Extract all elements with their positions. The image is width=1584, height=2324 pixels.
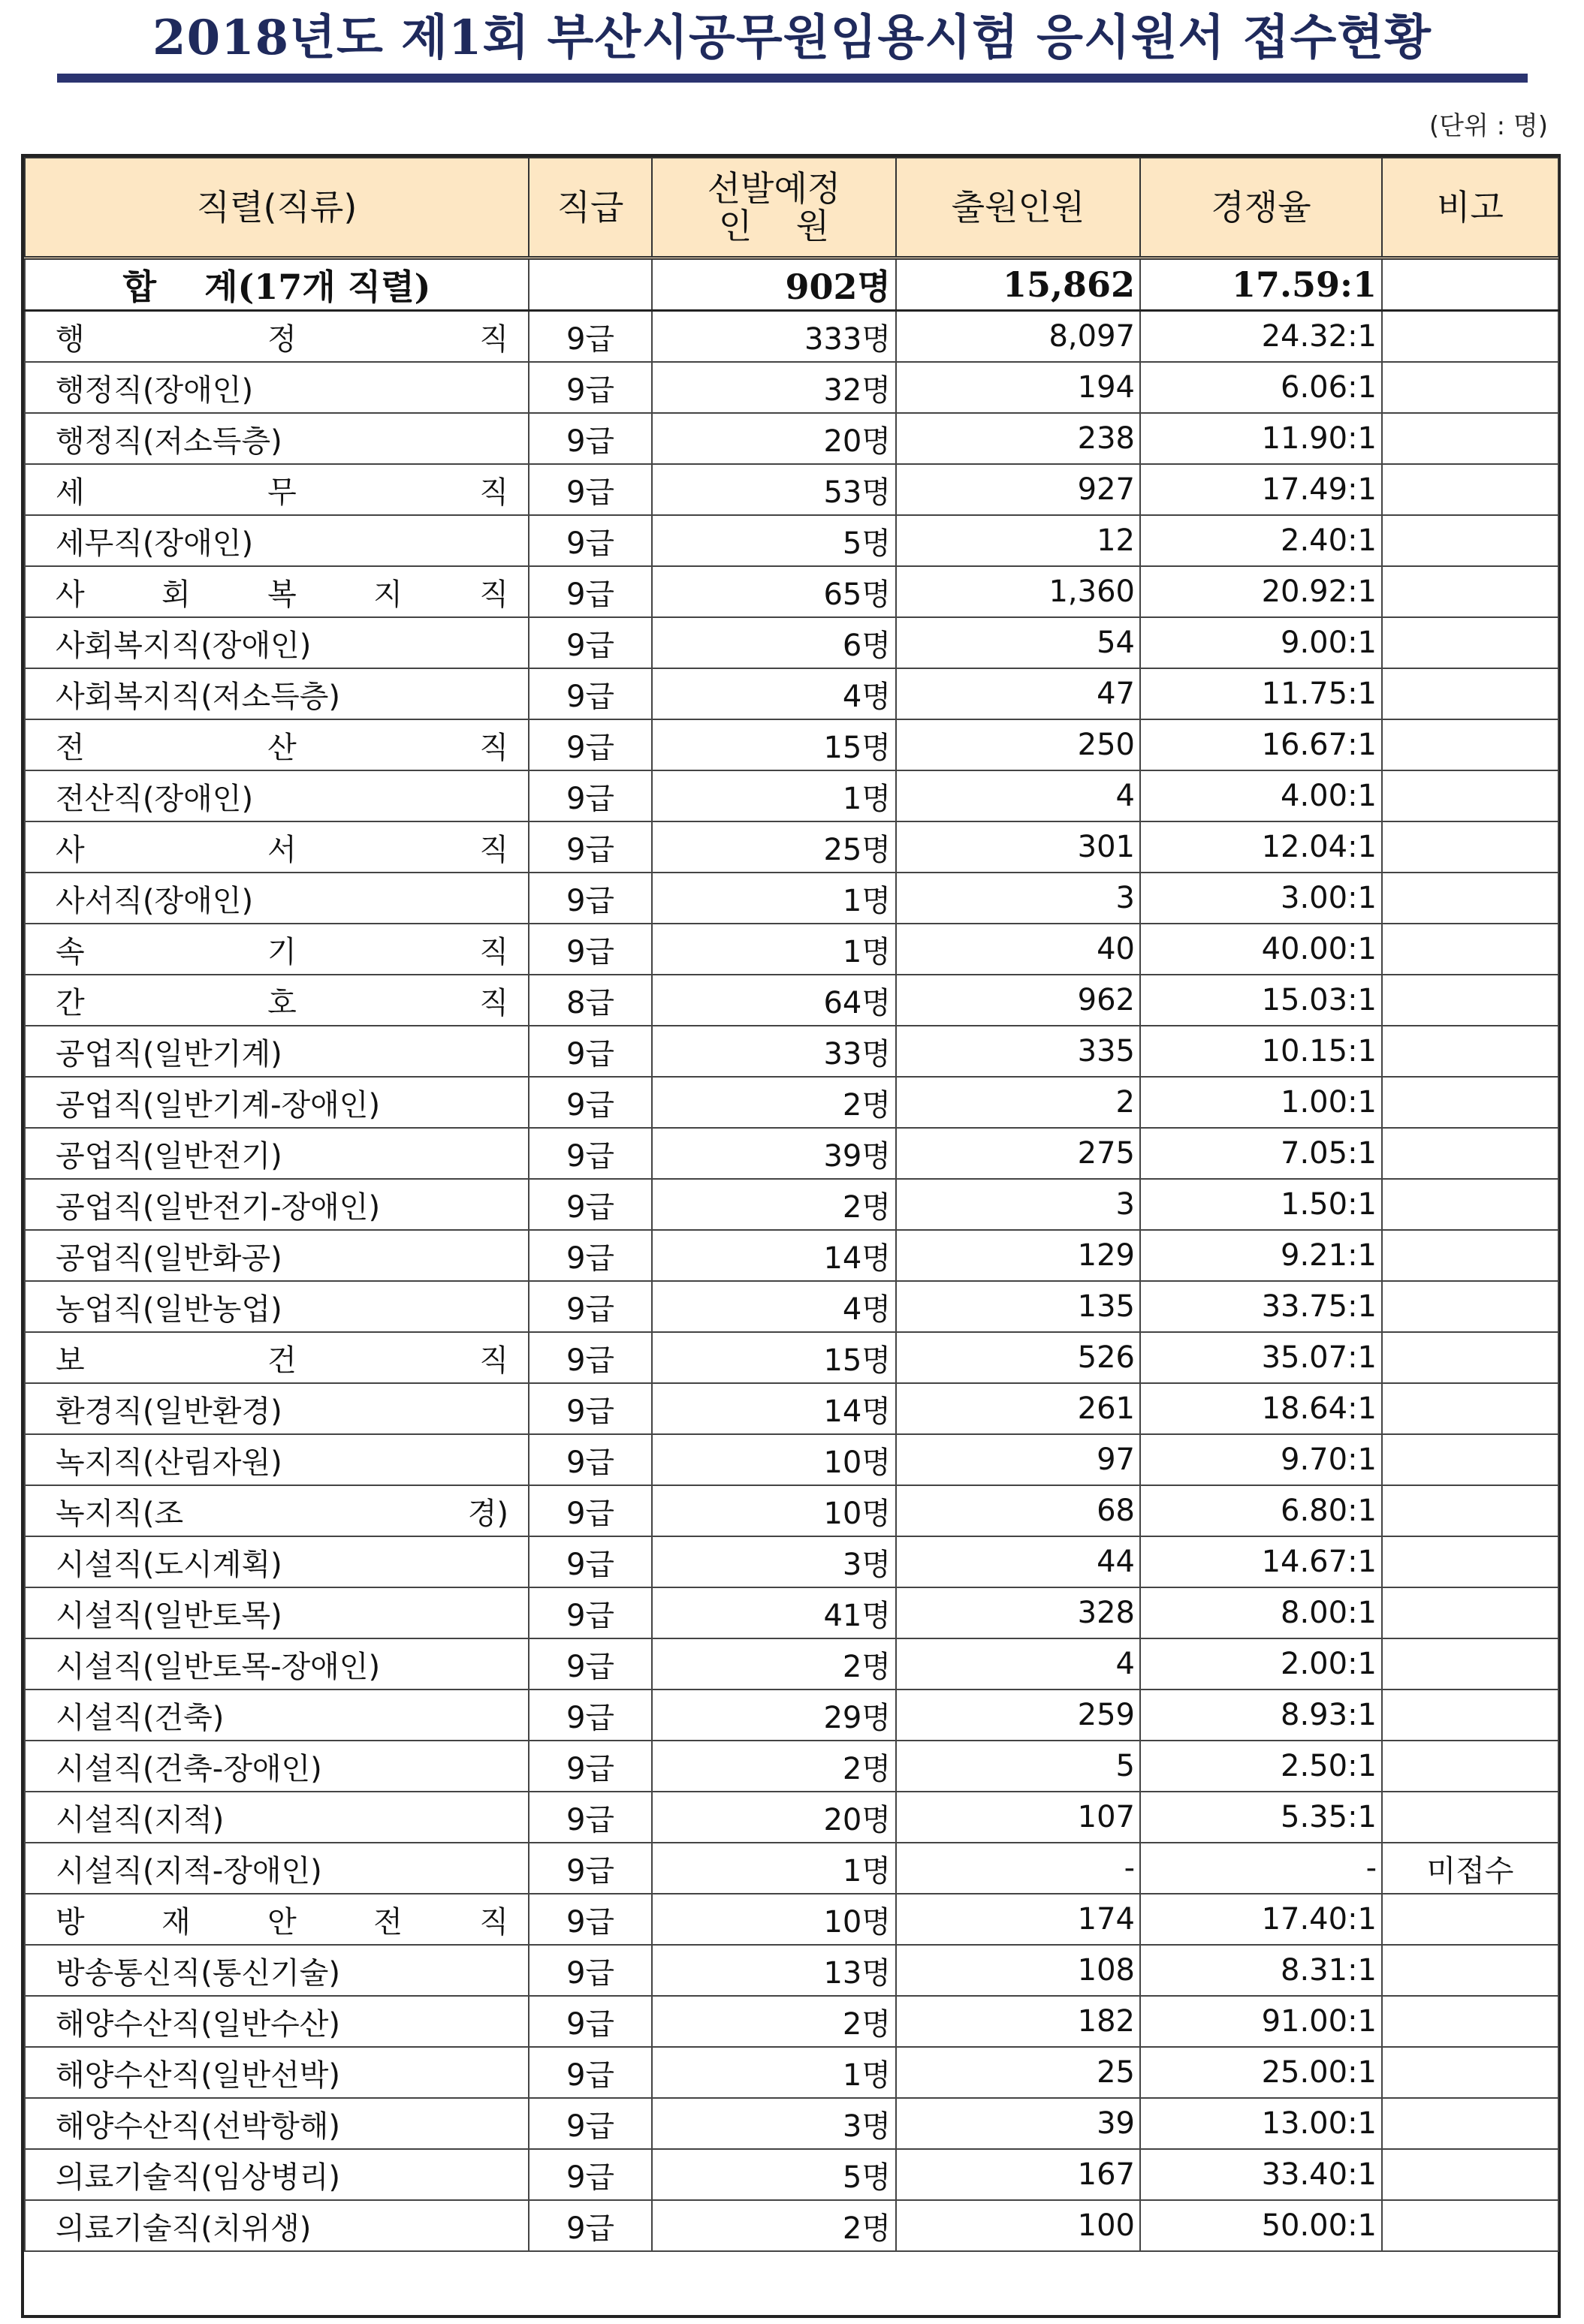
remarks-cell (1382, 924, 1558, 975)
applicants-cell: 39 (896, 2098, 1140, 2149)
header-planned-line1: 선발예정 (707, 168, 841, 209)
grade-cell: 8급 (529, 975, 652, 1026)
remarks-cell (1382, 1434, 1558, 1485)
applicants-cell: 174 (896, 1894, 1140, 1945)
applicants-cell: 135 (896, 1281, 1140, 1332)
job-cell: 세 무 직 (25, 464, 529, 515)
remarks-cell (1382, 413, 1558, 464)
unit-note: (단위 : 명) (1429, 111, 1548, 141)
applicants-cell: 3 (896, 873, 1140, 924)
table-row (25, 1587, 1558, 1638)
job-cell: 녹지직(산림자원) (25, 1434, 529, 1485)
job-cell: 해양수산직(일반선박) (25, 2047, 529, 2098)
planned-cell: 15명 (652, 719, 896, 770)
planned-cell: 2명 (652, 1179, 896, 1230)
grade-cell: 9급 (529, 1026, 652, 1077)
table-row (25, 1077, 1558, 1128)
ratio-cell: 33.40:1 (1140, 2149, 1382, 2200)
job-cell: 행 정 직 (25, 311, 529, 363)
remarks-cell (1382, 1587, 1558, 1638)
remarks-cell (1382, 1996, 1558, 2047)
remarks-cell (1382, 975, 1558, 1026)
job-cell: 사 서 직 (25, 821, 529, 873)
table-row (25, 464, 1558, 515)
planned-cell: 20명 (652, 1792, 896, 1843)
total-label: 합 계(17개 직렬) (25, 258, 529, 311)
planned-cell: 14명 (652, 1230, 896, 1281)
applicants-cell: 2 (896, 1077, 1140, 1128)
grade-cell: 9급 (529, 1536, 652, 1587)
applicants-cell: - (896, 1843, 1140, 1894)
planned-cell: 6명 (652, 617, 896, 668)
job-cell: 시설직(일반토목) (25, 1587, 529, 1638)
table-row (25, 617, 1558, 668)
grade-cell: 9급 (529, 362, 652, 413)
job-cell: 공업직(일반화공) (25, 1230, 529, 1281)
applicants-cell: 250 (896, 719, 1140, 770)
applicants-cell: 40 (896, 924, 1140, 975)
remarks-cell (1382, 1026, 1558, 1077)
ratio-cell: 25.00:1 (1140, 2047, 1382, 2098)
job-cell: 행정직(저소득층) (25, 413, 529, 464)
total-ratio: 17.59:1 (1140, 258, 1382, 311)
planned-cell: 2명 (652, 1077, 896, 1128)
table-row (25, 924, 1558, 975)
ratio-cell: 5.35:1 (1140, 1792, 1382, 1843)
grade-cell: 9급 (529, 1179, 652, 1230)
planned-cell: 20명 (652, 413, 896, 464)
remarks-cell: 미접수 (1382, 1843, 1558, 1894)
applicants-cell: 8,097 (896, 311, 1140, 363)
ratio-cell: 6.06:1 (1140, 362, 1382, 413)
job-cell: 공업직(일반전기) (25, 1128, 529, 1179)
table-row (25, 1434, 1558, 1485)
remarks-cell (1382, 873, 1558, 924)
grade-cell: 9급 (529, 1128, 652, 1179)
table-row (25, 1792, 1558, 1843)
remarks-cell (1382, 1230, 1558, 1281)
table-row (25, 413, 1558, 464)
grade-cell: 9급 (529, 770, 652, 821)
planned-cell: 1명 (652, 2047, 896, 2098)
grade-cell: 9급 (529, 668, 652, 719)
planned-cell: 2명 (652, 1741, 896, 1792)
grade-cell: 9급 (529, 1741, 652, 1792)
total-grade (529, 258, 652, 311)
ratio-cell: 13.00:1 (1140, 2098, 1382, 2149)
ratio-cell: 8.31:1 (1140, 1945, 1382, 1996)
applicants-cell: 5 (896, 1741, 1140, 1792)
grade-cell: 9급 (529, 873, 652, 924)
job-cell: 속 기 직 (25, 924, 529, 975)
table-row (25, 1230, 1558, 1281)
remarks-cell (1382, 2200, 1558, 2251)
planned-cell: 41명 (652, 1587, 896, 1638)
table-row (25, 1332, 1558, 1383)
remarks-cell (1382, 2047, 1558, 2098)
remarks-cell (1382, 464, 1558, 515)
grade-cell: 9급 (529, 1843, 652, 1894)
ratio-cell: 12.04:1 (1140, 821, 1382, 873)
header-job: 직렬(직류) (25, 158, 529, 258)
table-row (25, 362, 1558, 413)
planned-cell: 25명 (652, 821, 896, 873)
ratio-cell: 17.40:1 (1140, 1894, 1382, 1945)
planned-cell: 3명 (652, 2098, 896, 2149)
table-row (25, 1281, 1558, 1332)
job-cell: 농업직(일반농업) (25, 1281, 529, 1332)
table-row (25, 1689, 1558, 1741)
table-row (25, 311, 1558, 363)
job-cell: 시설직(건축) (25, 1689, 529, 1741)
grade-cell: 9급 (529, 413, 652, 464)
ratio-cell: 14.67:1 (1140, 1536, 1382, 1587)
applicants-cell: 1,360 (896, 566, 1140, 617)
job-cell: 해양수산직(일반수산) (25, 1996, 529, 2047)
applicants-cell: 167 (896, 2149, 1140, 2200)
applicants-cell: 4 (896, 770, 1140, 821)
ratio-cell: 91.00:1 (1140, 1996, 1382, 2047)
ratio-cell: 18.64:1 (1140, 1383, 1382, 1434)
planned-cell: 1명 (652, 924, 896, 975)
remarks-cell (1382, 668, 1558, 719)
remarks-cell (1382, 566, 1558, 617)
job-cell: 사서직(장애인) (25, 873, 529, 924)
table-row (25, 1128, 1558, 1179)
planned-cell: 4명 (652, 1281, 896, 1332)
remarks-cell (1382, 2149, 1558, 2200)
planned-cell: 13명 (652, 1945, 896, 1996)
ratio-cell: 9.21:1 (1140, 1230, 1382, 1281)
applicants-cell: 335 (896, 1026, 1140, 1077)
grade-cell: 9급 (529, 821, 652, 873)
remarks-cell (1382, 1281, 1558, 1332)
ratio-cell: 16.67:1 (1140, 719, 1382, 770)
header-ratio: 경쟁율 (1140, 158, 1382, 258)
grade-cell: 9급 (529, 1485, 652, 1536)
job-cell: 행정직(장애인) (25, 362, 529, 413)
grade-cell: 9급 (529, 1077, 652, 1128)
remarks-cell (1382, 1128, 1558, 1179)
grade-cell: 9급 (529, 1792, 652, 1843)
applicants-cell: 526 (896, 1332, 1140, 1383)
job-cell: 방송통신직(통신기술) (25, 1945, 529, 1996)
table-row (25, 1536, 1558, 1587)
table-row (25, 2200, 1558, 2251)
total-applicants: 15,862 (896, 258, 1140, 311)
job-cell: 공업직(일반기계) (25, 1026, 529, 1077)
table-row (25, 975, 1558, 1026)
total-planned: 902명 (652, 258, 896, 311)
table-row (25, 821, 1558, 873)
planned-cell: 3명 (652, 1536, 896, 1587)
table-row (25, 566, 1558, 617)
job-cell: 의료기술직(치위생) (25, 2200, 529, 2251)
applications-table (24, 157, 1559, 2252)
applicants-cell: 97 (896, 1434, 1140, 1485)
grade-cell: 9급 (529, 1434, 652, 1485)
grade-cell: 9급 (529, 1281, 652, 1332)
job-cell: 시설직(도시계획) (25, 1536, 529, 1587)
remarks-cell (1382, 1332, 1558, 1383)
remarks-cell (1382, 1689, 1558, 1741)
planned-cell: 10명 (652, 1894, 896, 1945)
ratio-cell: 7.05:1 (1140, 1128, 1382, 1179)
grade-cell: 9급 (529, 311, 652, 363)
planned-cell: 5명 (652, 2149, 896, 2200)
ratio-cell: 2.00:1 (1140, 1638, 1382, 1689)
planned-cell: 14명 (652, 1383, 896, 1434)
table-row (25, 1996, 1558, 2047)
applicants-cell: 259 (896, 1689, 1140, 1741)
table-row (25, 2149, 1558, 2200)
applicants-cell: 328 (896, 1587, 1140, 1638)
applicants-cell: 25 (896, 2047, 1140, 2098)
job-cell: 전 산 직 (25, 719, 529, 770)
job-cell: 세무직(장애인) (25, 515, 529, 566)
grade-cell: 9급 (529, 566, 652, 617)
remarks-cell (1382, 1485, 1558, 1536)
job-cell: 시설직(건축-장애인) (25, 1741, 529, 1792)
grade-cell: 9급 (529, 2098, 652, 2149)
header-applicants: 출원인원 (896, 158, 1140, 258)
grade-cell: 9급 (529, 1638, 652, 1689)
applicants-cell: 275 (896, 1128, 1140, 1179)
job-cell: 공업직(일반전기-장애인) (25, 1179, 529, 1230)
applicants-cell: 54 (896, 617, 1140, 668)
table-row (25, 1383, 1558, 1434)
ratio-cell: 8.93:1 (1140, 1689, 1382, 1741)
planned-cell: 65명 (652, 566, 896, 617)
applicants-cell: 3 (896, 1179, 1140, 1230)
remarks-cell (1382, 770, 1558, 821)
grade-cell: 9급 (529, 924, 652, 975)
grade-cell: 9급 (529, 1689, 652, 1741)
ratio-cell: 20.92:1 (1140, 566, 1382, 617)
planned-cell: 2명 (652, 2200, 896, 2251)
ratio-cell: 1.50:1 (1140, 1179, 1382, 1230)
total-row (25, 258, 1558, 311)
remarks-cell (1382, 362, 1558, 413)
remarks-cell (1382, 311, 1558, 363)
ratio-cell: 33.75:1 (1140, 1281, 1382, 1332)
table-row (25, 1026, 1558, 1077)
remarks-cell (1382, 617, 1558, 668)
grade-cell: 9급 (529, 464, 652, 515)
remarks-cell (1382, 1077, 1558, 1128)
ratio-cell: 9.00:1 (1140, 617, 1382, 668)
applicants-cell: 4 (896, 1638, 1140, 1689)
remarks-cell (1382, 1792, 1558, 1843)
applicants-cell: 12 (896, 515, 1140, 566)
table-row (25, 1945, 1558, 1996)
grade-cell: 9급 (529, 1945, 652, 1996)
grade-cell: 9급 (529, 617, 652, 668)
job-cell: 의료기술직(임상병리) (25, 2149, 529, 2200)
grade-cell: 9급 (529, 515, 652, 566)
job-cell: 시설직(일반토목-장애인) (25, 1638, 529, 1689)
title-underline (57, 74, 1528, 83)
applicants-cell: 301 (896, 821, 1140, 873)
grade-cell: 9급 (529, 1894, 652, 1945)
remarks-cell (1382, 1383, 1558, 1434)
job-cell: 사회복지직(저소득층) (25, 668, 529, 719)
applicants-cell: 107 (896, 1792, 1140, 1843)
table-row (25, 1485, 1558, 1536)
table-row (25, 1843, 1558, 1894)
table-row (25, 1741, 1558, 1792)
applicants-cell: 108 (896, 1945, 1140, 1996)
applicants-cell: 261 (896, 1383, 1140, 1434)
ratio-cell: 40.00:1 (1140, 924, 1382, 975)
header-planned-line2: 인 원 (718, 206, 830, 246)
table-row (25, 1179, 1558, 1230)
planned-cell: 2명 (652, 1638, 896, 1689)
job-cell: 전산직(장애인) (25, 770, 529, 821)
remarks-cell (1382, 1179, 1558, 1230)
ratio-cell: 4.00:1 (1140, 770, 1382, 821)
applicants-cell: 47 (896, 668, 1140, 719)
job-cell: 보 건 직 (25, 1332, 529, 1383)
remarks-cell (1382, 1536, 1558, 1587)
applicants-cell: 182 (896, 1996, 1140, 2047)
table-row (25, 515, 1558, 566)
applicants-cell: 927 (896, 464, 1140, 515)
job-cell: 녹지직(조 경) (25, 1485, 529, 1536)
planned-cell: 4명 (652, 668, 896, 719)
ratio-cell: 15.03:1 (1140, 975, 1382, 1026)
remarks-cell (1382, 1945, 1558, 1996)
job-cell: 방 재 안 전 직 (25, 1894, 529, 1945)
planned-cell: 39명 (652, 1128, 896, 1179)
table-row (25, 2098, 1558, 2149)
grade-cell: 9급 (529, 2149, 652, 2200)
ratio-cell: 35.07:1 (1140, 1332, 1382, 1383)
remarks-cell (1382, 1741, 1558, 1792)
planned-cell: 64명 (652, 975, 896, 1026)
header-planned (652, 158, 896, 258)
planned-cell: 15명 (652, 1332, 896, 1383)
table-row (25, 1894, 1558, 1945)
planned-cell: 1명 (652, 873, 896, 924)
ratio-cell: 24.32:1 (1140, 311, 1382, 363)
job-cell: 공업직(일반기계-장애인) (25, 1077, 529, 1128)
grade-cell: 9급 (529, 2200, 652, 2251)
planned-cell: 10명 (652, 1485, 896, 1536)
ratio-cell: - (1140, 1843, 1382, 1894)
page-title: 2018년도 제1회 부산시공무원임용시험 응시원서 접수현황 (152, 10, 1432, 66)
ratio-cell: 3.00:1 (1140, 873, 1382, 924)
table-row (25, 873, 1558, 924)
grade-cell: 9급 (529, 719, 652, 770)
grade-cell: 9급 (529, 1996, 652, 2047)
applicants-cell: 238 (896, 413, 1140, 464)
applicants-cell: 44 (896, 1536, 1140, 1587)
planned-cell: 32명 (652, 362, 896, 413)
planned-cell: 33명 (652, 1026, 896, 1077)
job-cell: 간 호 직 (25, 975, 529, 1026)
planned-cell: 5명 (652, 515, 896, 566)
job-cell: 시설직(지적-장애인) (25, 1843, 529, 1894)
ratio-cell: 8.00:1 (1140, 1587, 1382, 1638)
planned-cell: 10명 (652, 1434, 896, 1485)
planned-cell: 29명 (652, 1689, 896, 1741)
grade-cell: 9급 (529, 1332, 652, 1383)
total-remarks (1382, 258, 1558, 311)
planned-cell: 333명 (652, 311, 896, 363)
job-cell: 사회복지직(장애인) (25, 617, 529, 668)
ratio-cell: 1.00:1 (1140, 1077, 1382, 1128)
table-row (25, 1638, 1558, 1689)
planned-cell: 53명 (652, 464, 896, 515)
ratio-cell: 17.49:1 (1140, 464, 1382, 515)
job-cell: 환경직(일반환경) (25, 1383, 529, 1434)
header-row (25, 158, 1558, 258)
table-row (25, 770, 1558, 821)
ratio-cell: 11.75:1 (1140, 668, 1382, 719)
remarks-cell (1382, 821, 1558, 873)
planned-cell: 2명 (652, 1996, 896, 2047)
applicants-cell: 100 (896, 2200, 1140, 2251)
grade-cell: 9급 (529, 1587, 652, 1638)
job-cell: 해양수산직(선박항해) (25, 2098, 529, 2149)
applicants-cell: 194 (896, 362, 1140, 413)
table-row (25, 2047, 1558, 2098)
remarks-cell (1382, 515, 1558, 566)
remarks-cell (1382, 1638, 1558, 1689)
remarks-cell (1382, 1894, 1558, 1945)
ratio-cell: 50.00:1 (1140, 2200, 1382, 2251)
ratio-cell: 9.70:1 (1140, 1434, 1382, 1485)
grade-cell: 9급 (529, 2047, 652, 2098)
job-cell: 사 회 복 지 직 (25, 566, 529, 617)
header-grade: 직급 (529, 158, 652, 258)
ratio-cell: 10.15:1 (1140, 1026, 1382, 1077)
applicants-cell: 962 (896, 975, 1140, 1026)
grade-cell: 9급 (529, 1383, 652, 1434)
planned-cell: 1명 (652, 770, 896, 821)
ratio-cell: 11.90:1 (1140, 413, 1382, 464)
job-cell: 시설직(지적) (25, 1792, 529, 1843)
applicants-cell: 129 (896, 1230, 1140, 1281)
grade-cell: 9급 (529, 1230, 652, 1281)
ratio-cell: 6.80:1 (1140, 1485, 1382, 1536)
remarks-cell (1382, 2098, 1558, 2149)
ratio-cell: 2.50:1 (1140, 1741, 1382, 1792)
header-remarks: 비고 (1382, 158, 1558, 258)
applicants-cell: 68 (896, 1485, 1140, 1536)
planned-cell: 1명 (652, 1843, 896, 1894)
remarks-cell (1382, 719, 1558, 770)
table-row (25, 668, 1558, 719)
table-row (25, 719, 1558, 770)
ratio-cell: 2.40:1 (1140, 515, 1382, 566)
